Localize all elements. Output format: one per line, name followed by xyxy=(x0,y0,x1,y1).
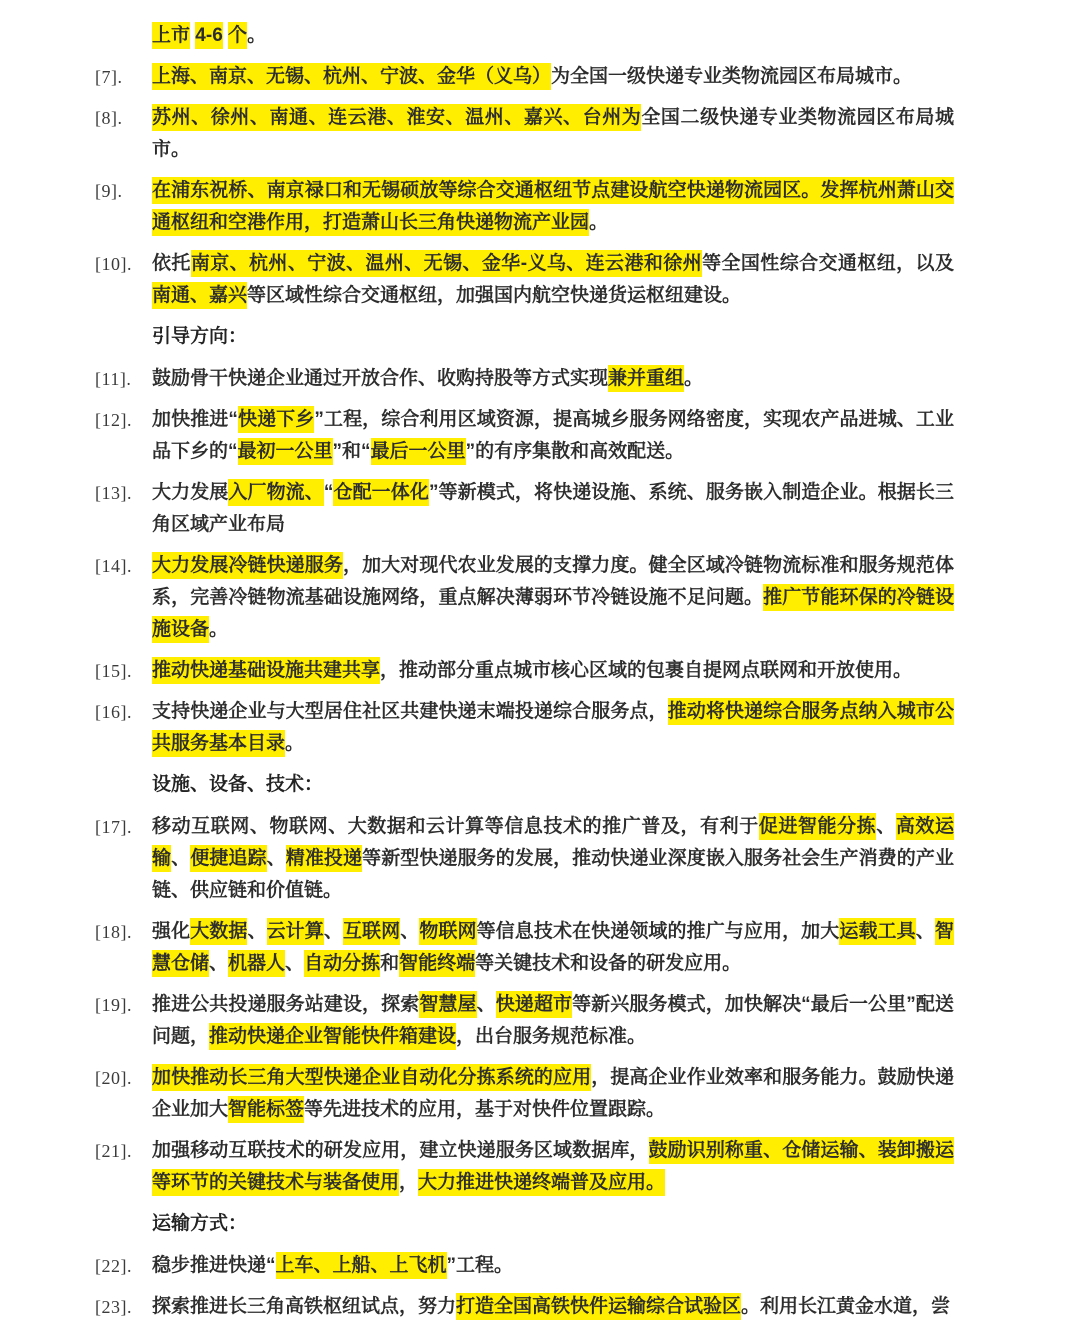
item-text xyxy=(152,550,954,646)
item-text xyxy=(152,477,954,541)
plain-text: 、 xyxy=(476,994,496,1015)
plain-text: 、 xyxy=(171,848,191,869)
list-item xyxy=(95,102,954,166)
highlighted-text: 智能标签 xyxy=(228,1096,304,1123)
item-text xyxy=(152,20,954,52)
highlighted-text: 入厂物流、 xyxy=(228,479,323,506)
highlighted-text: 大力推进快递终端普及应用。 xyxy=(418,1169,665,1196)
plain-text: 、 xyxy=(400,921,420,942)
plain-text: 等关键技术和设备的研发应用。 xyxy=(475,953,742,974)
item-text xyxy=(152,363,954,395)
highlighted-text: 上海、南京、无锡、杭州、宁波、金华（义乌） xyxy=(152,63,551,90)
list-item xyxy=(95,1062,954,1126)
plain-text: 、 xyxy=(247,921,267,942)
item-number: [21]. xyxy=(95,1141,132,1161)
highlighted-text: 苏州、徐州、南通、连云港、淮安、温州、嘉兴、台州为 xyxy=(152,104,641,131)
list-item xyxy=(95,1250,954,1282)
highlighted-text: 4-6 xyxy=(195,22,222,49)
item-text xyxy=(152,696,954,760)
highlighted-text: 最初一公里 xyxy=(238,438,333,465)
plain-text: ，出台服务规范标准。 xyxy=(456,1026,647,1047)
item-number: [19]. xyxy=(95,995,132,1015)
list-item xyxy=(95,363,954,395)
plain-text: ， xyxy=(399,1172,419,1193)
plain-text: 探索推进长三角高铁枢纽试点，努力 xyxy=(152,1296,457,1317)
item-number: [9]. xyxy=(95,181,123,201)
plain-text: 。 xyxy=(285,733,305,754)
plain-text: ”和“ xyxy=(332,441,371,462)
highlighted-text: 机器人 xyxy=(228,950,285,977)
plain-text: 等新兴服务模式，加快解决“最后一公里”配送问题， xyxy=(152,994,954,1047)
item-number: [18]. xyxy=(95,922,132,942)
plain-text: ”工程，综合利用区域资源，提高城乡服务网络密度，实现农产品进城、工业品下乡的“ xyxy=(152,409,954,462)
highlighted-text: 快递超市 xyxy=(496,991,572,1018)
list-item xyxy=(95,1291,954,1323)
highlighted-text: 鼓励识别称重、仓储运输、装卸搬运等环节的关键技术与装备使用 xyxy=(152,1137,954,1196)
item-text xyxy=(152,989,954,1053)
item-text xyxy=(152,916,954,980)
list-item xyxy=(95,61,954,93)
plain-text: 稳步推进快递“ xyxy=(152,1255,276,1276)
list-item xyxy=(95,696,954,760)
highlighted-text: 快递下乡 xyxy=(238,406,314,433)
plain-text: 、 xyxy=(323,921,343,942)
highlighted-text: 智慧屋 xyxy=(419,991,476,1018)
highlighted-text: 推动将快递综合服务点纳入城市公共服务基本目录 xyxy=(152,698,954,757)
paragraph-continuation xyxy=(95,20,954,52)
item-text xyxy=(152,1135,954,1199)
highlighted-text: 兼并重组 xyxy=(608,365,684,392)
plain-text: 等先进技术的应用，基于对快件位置跟踪。 xyxy=(304,1099,666,1120)
highlighted-text: 推动快递基础设施共建共享 xyxy=(152,657,380,684)
plain-text: 、 xyxy=(876,816,896,837)
highlighted-text: 高效运输 xyxy=(152,813,954,872)
highlighted-text: 智能终端 xyxy=(399,950,475,977)
list-item xyxy=(95,916,954,980)
highlighted-text: 南通、嘉兴 xyxy=(152,282,247,309)
plain-text: 、 xyxy=(209,953,229,974)
highlighted-text: 精准投递 xyxy=(286,845,362,872)
list-item xyxy=(95,1135,954,1199)
plain-text: 加快推进“ xyxy=(152,409,238,430)
plain-text: 强化 xyxy=(152,921,191,942)
plain-text: 等区域性综合交通枢纽，加强国内航空快递货运枢纽建设。 xyxy=(247,285,742,306)
item-number: [8]. xyxy=(95,108,123,128)
item-text xyxy=(152,655,954,687)
highlighted-text: 南京、杭州、宁波、温州、无锡、金华-义乌、连云港和徐州 xyxy=(191,250,702,277)
plain-text: 等信息技术在快递领域的推广与应用，加大 xyxy=(476,921,840,942)
plain-text: “ xyxy=(323,482,334,503)
item-number: [13]. xyxy=(95,483,132,503)
highlighted-text: 上车、上船、上飞机 xyxy=(276,1252,447,1279)
item-text xyxy=(152,811,954,907)
highlighted-text: 大数据 xyxy=(190,918,247,945)
highlighted-text: 物联网 xyxy=(419,918,476,945)
highlighted-text: 云计算 xyxy=(267,918,324,945)
highlighted-text: 促进智能分拣 xyxy=(759,813,876,840)
plain-text: 大力发展 xyxy=(152,482,229,503)
section-heading: 运输方式： xyxy=(152,1213,248,1234)
item-number: [12]. xyxy=(95,410,132,430)
plain-text: 加强移动互联技术的研发应用，建立快递服务区域数据库， xyxy=(152,1140,649,1161)
item-number: [11]. xyxy=(95,369,132,389)
section-heading: 引导方向： xyxy=(152,326,248,347)
highlighted-text: 最后一公里 xyxy=(371,438,466,465)
plain-text: ”工程。 xyxy=(446,1255,514,1276)
plain-text: 为全国一级快递专业类物流园区布局城市。 xyxy=(551,66,913,87)
item-number: [7]. xyxy=(95,67,123,87)
plain-text: 。 xyxy=(589,212,609,233)
plain-text: 、 xyxy=(285,953,305,974)
item-number: [22]. xyxy=(95,1256,132,1276)
list-item xyxy=(95,811,954,907)
plain-text: 支持快递企业与大型居住社区共建快递末端投递综合服务点， xyxy=(152,701,668,722)
list-item xyxy=(95,248,954,312)
highlighted-text: 在浦东祝桥、南京禄口和无锡硕放等综合交通枢纽节点建设航空快递物流园区。发挥杭州萧山交通枢纽和空港作用，打造萧山长三角快递物流产业园 xyxy=(152,177,954,236)
item-number: [10]. xyxy=(95,254,132,274)
highlighted-text: 推广节能环保的冷链设施设备 xyxy=(152,584,954,643)
item-text xyxy=(152,102,954,166)
list-item xyxy=(95,404,954,468)
plain-text: 全国二级快递专业类物流园区布局城市。 xyxy=(152,107,954,160)
item-text xyxy=(152,1250,954,1282)
list-item xyxy=(95,989,954,1053)
list-item xyxy=(95,550,954,646)
highlighted-text: 上市 xyxy=(152,22,190,49)
item-text xyxy=(152,175,954,239)
item-number: [20]. xyxy=(95,1068,132,1088)
plain-text: 等新型快递服务的发展，推动快递业深度嵌入服务社会生产消费的产业链、供应链和价值链。 xyxy=(152,848,954,901)
plain-text: 和 xyxy=(380,953,400,974)
plain-text: 。 xyxy=(209,619,229,640)
plain-text: ，提高企业作业效率和服务能力。鼓励快递企业加大 xyxy=(152,1067,954,1120)
highlighted-text: 大力发展冷链快递服务 xyxy=(152,552,343,579)
highlighted-text: 运载工具 xyxy=(839,918,915,945)
highlighted-text: 推动快递企业智能快件箱建设 xyxy=(209,1023,456,1050)
list-item xyxy=(95,655,954,687)
highlighted-text: 智慧仓储 xyxy=(152,918,954,977)
highlighted-text: 互联网 xyxy=(343,918,400,945)
document-body xyxy=(95,20,954,1323)
list-item xyxy=(95,175,954,239)
item-text xyxy=(152,1062,954,1126)
plain-text: ，加大对现代农业发展的支撑力度。健全区域冷链物流标准和服务规范体系，完善冷链物流基础设施网络，重点解决薄弱环节冷链设施不足问题。 xyxy=(152,555,954,608)
plain-text: 鼓励骨干快递企业通过开放合作、收购持股等方式实现 xyxy=(152,368,609,389)
item-number: [23]. xyxy=(95,1297,132,1317)
item-text xyxy=(152,1291,954,1323)
plain-text: 推进公共投递服务站建设，探索 xyxy=(152,994,420,1015)
plain-text: 移动互联网、物联网、大数据和云计算等信息技术的推广普及，有利于 xyxy=(152,816,759,837)
item-text xyxy=(152,404,954,468)
item-text xyxy=(152,61,954,93)
section-heading: 设施、设备、技术： xyxy=(152,774,324,795)
list-item xyxy=(95,477,954,541)
plain-text: 、 xyxy=(266,848,286,869)
plain-text: ”的有序集散和高效配送。 xyxy=(465,441,685,462)
plain-text: 。 xyxy=(247,25,267,46)
highlighted-text: 仓配一体化 xyxy=(333,479,429,506)
item-text xyxy=(152,248,954,312)
plain-text: 。 xyxy=(684,368,704,389)
plain-text: 。利用长江黄金水道，尝 xyxy=(741,1296,951,1317)
highlighted-text: 打造全国高铁快件运输综合试验区 xyxy=(456,1293,741,1320)
plain-text: ”等新模式，将快递设施、系统、服务嵌入制造企业。根据长三角区域产业布局 xyxy=(152,482,954,535)
item-number: [15]. xyxy=(95,661,132,681)
highlighted-text: 个 xyxy=(228,22,247,49)
highlighted-text: 便捷追踪 xyxy=(190,845,266,872)
highlighted-text: 加快推动长三角大型快递企业自动化分拣系统的应用 xyxy=(152,1064,591,1091)
plain-text: 依托 xyxy=(152,253,191,274)
highlighted-text: 自动分拣 xyxy=(304,950,380,977)
item-number: [14]. xyxy=(95,556,132,576)
plain-text: 、 xyxy=(915,921,935,942)
item-number: [17]. xyxy=(95,817,132,837)
plain-text: ，推动部分重点城市核心区域的包裹自提网点联网和开放使用。 xyxy=(380,660,913,681)
item-number: [16]. xyxy=(95,702,132,722)
plain-text: 等全国性综合交通枢纽，以及 xyxy=(702,253,954,274)
